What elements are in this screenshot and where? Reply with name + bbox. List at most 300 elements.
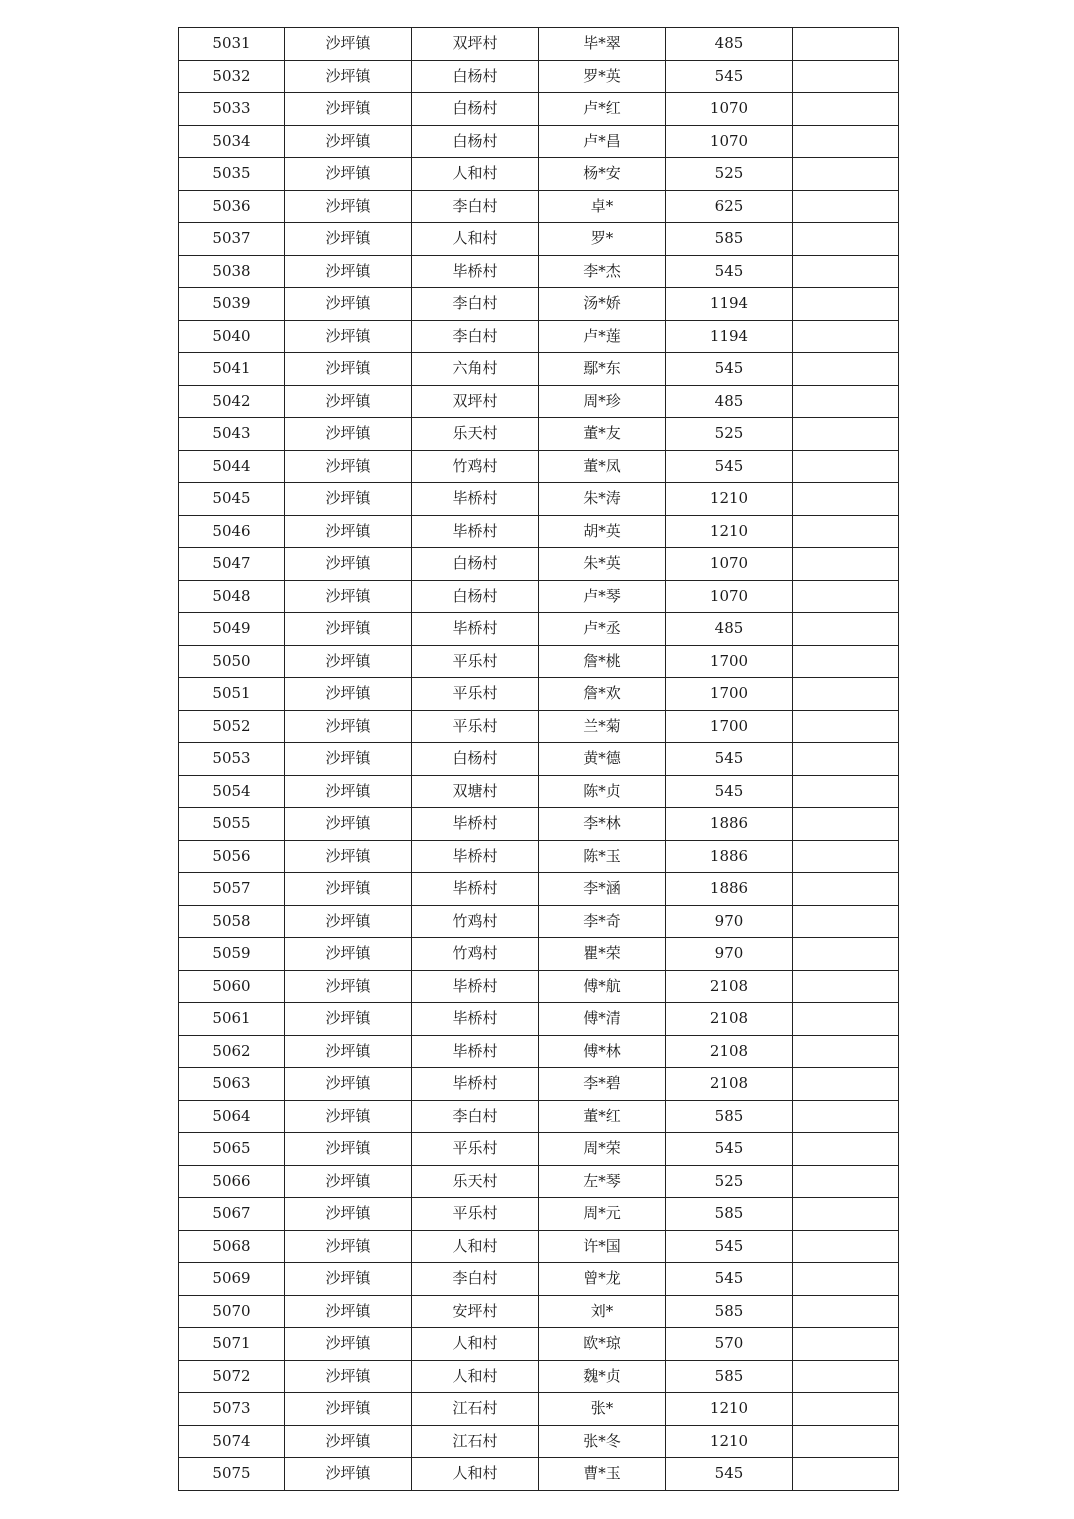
row-number-cell: 5033 [179, 93, 285, 126]
row-number-cell: 5041 [179, 353, 285, 386]
town-cell: 沙坪镇 [285, 808, 412, 841]
remark-cell [793, 1230, 899, 1263]
remark-cell [793, 873, 899, 906]
town-cell: 沙坪镇 [285, 613, 412, 646]
name-cell: 李*奇 [539, 905, 666, 938]
village-cell: 李白村 [412, 320, 539, 353]
row-number-cell: 5060 [179, 970, 285, 1003]
name-cell: 陈*玉 [539, 840, 666, 873]
name-cell: 周*荣 [539, 1133, 666, 1166]
village-cell: 乐天村 [412, 1165, 539, 1198]
village-cell: 安坪村 [412, 1295, 539, 1328]
row-number-cell: 5068 [179, 1230, 285, 1263]
name-cell: 魏*贞 [539, 1360, 666, 1393]
remark-cell [793, 1393, 899, 1426]
amount-cell: 1886 [666, 873, 793, 906]
town-cell: 沙坪镇 [285, 775, 412, 808]
amount-cell: 545 [666, 353, 793, 386]
amount-cell: 1700 [666, 678, 793, 711]
village-cell: 毕桥村 [412, 970, 539, 1003]
row-number-cell: 5039 [179, 288, 285, 321]
table-row [179, 873, 899, 906]
village-cell: 李白村 [412, 288, 539, 321]
town-cell: 沙坪镇 [285, 1328, 412, 1361]
row-number-cell: 5074 [179, 1425, 285, 1458]
name-cell: 董*友 [539, 418, 666, 451]
table-row [179, 353, 899, 386]
amount-cell: 525 [666, 158, 793, 191]
name-cell: 周*珍 [539, 385, 666, 418]
village-cell: 平乐村 [412, 1133, 539, 1166]
amount-cell: 1210 [666, 1393, 793, 1426]
remark-cell [793, 1003, 899, 1036]
amount-cell: 545 [666, 743, 793, 776]
amount-cell: 1210 [666, 1425, 793, 1458]
name-cell: 毕*翠 [539, 28, 666, 61]
village-cell: 平乐村 [412, 678, 539, 711]
town-cell: 沙坪镇 [285, 1165, 412, 1198]
amount-cell: 1210 [666, 483, 793, 516]
table-row [179, 1068, 899, 1101]
name-cell: 汤*娇 [539, 288, 666, 321]
remark-cell [793, 93, 899, 126]
town-cell: 沙坪镇 [285, 320, 412, 353]
amount-cell: 1210 [666, 515, 793, 548]
amount-cell: 485 [666, 28, 793, 61]
name-cell: 胡*英 [539, 515, 666, 548]
village-cell: 毕桥村 [412, 483, 539, 516]
town-cell: 沙坪镇 [285, 1003, 412, 1036]
amount-cell: 485 [666, 385, 793, 418]
remark-cell [793, 1263, 899, 1296]
name-cell: 李*碧 [539, 1068, 666, 1101]
village-cell: 人和村 [412, 1458, 539, 1491]
remark-cell [793, 1133, 899, 1166]
row-number-cell: 5034 [179, 125, 285, 158]
amount-cell: 545 [666, 775, 793, 808]
table-row [179, 1393, 899, 1426]
remark-cell [793, 1328, 899, 1361]
row-number-cell: 5049 [179, 613, 285, 646]
town-cell: 沙坪镇 [285, 840, 412, 873]
name-cell: 傅*林 [539, 1035, 666, 1068]
table-row [179, 1035, 899, 1068]
town-cell: 沙坪镇 [285, 1230, 412, 1263]
remark-cell [793, 1198, 899, 1231]
row-number-cell: 5058 [179, 905, 285, 938]
remark-cell [793, 548, 899, 581]
row-number-cell: 5043 [179, 418, 285, 451]
town-cell: 沙坪镇 [285, 353, 412, 386]
village-cell: 人和村 [412, 1328, 539, 1361]
name-cell: 许*国 [539, 1230, 666, 1263]
name-cell: 张*冬 [539, 1425, 666, 1458]
row-number-cell: 5032 [179, 60, 285, 93]
row-number-cell: 5056 [179, 840, 285, 873]
remark-cell [793, 710, 899, 743]
table-row [179, 1295, 899, 1328]
row-number-cell: 5048 [179, 580, 285, 613]
town-cell: 沙坪镇 [285, 515, 412, 548]
amount-cell: 1886 [666, 808, 793, 841]
town-cell: 沙坪镇 [285, 1425, 412, 1458]
village-cell: 白杨村 [412, 548, 539, 581]
table-row [179, 1328, 899, 1361]
village-cell: 毕桥村 [412, 613, 539, 646]
table-row [179, 938, 899, 971]
table-row [179, 158, 899, 191]
amount-cell: 585 [666, 1295, 793, 1328]
table-row [179, 1100, 899, 1133]
name-cell: 朱*英 [539, 548, 666, 581]
row-number-cell: 5072 [179, 1360, 285, 1393]
table-row [179, 678, 899, 711]
remark-cell [793, 1295, 899, 1328]
name-cell: 鄢*东 [539, 353, 666, 386]
village-cell: 平乐村 [412, 1198, 539, 1231]
name-cell: 张* [539, 1393, 666, 1426]
table-row [179, 60, 899, 93]
remark-cell [793, 125, 899, 158]
name-cell: 左*琴 [539, 1165, 666, 1198]
town-cell: 沙坪镇 [285, 1035, 412, 1068]
row-number-cell: 5044 [179, 450, 285, 483]
town-cell: 沙坪镇 [285, 483, 412, 516]
amount-cell: 1070 [666, 125, 793, 158]
name-cell: 罗* [539, 223, 666, 256]
data-table [178, 27, 899, 1491]
amount-cell: 545 [666, 60, 793, 93]
row-number-cell: 5067 [179, 1198, 285, 1231]
village-cell: 双塘村 [412, 775, 539, 808]
remark-cell [793, 970, 899, 1003]
name-cell: 罗*英 [539, 60, 666, 93]
remark-cell [793, 190, 899, 223]
row-number-cell: 5070 [179, 1295, 285, 1328]
table-row [179, 450, 899, 483]
village-cell: 毕桥村 [412, 808, 539, 841]
name-cell: 董*凤 [539, 450, 666, 483]
amount-cell: 1194 [666, 288, 793, 321]
row-number-cell: 5069 [179, 1263, 285, 1296]
remark-cell [793, 1360, 899, 1393]
village-cell: 乐天村 [412, 418, 539, 451]
name-cell: 卢*丞 [539, 613, 666, 646]
town-cell: 沙坪镇 [285, 1393, 412, 1426]
name-cell: 李*杰 [539, 255, 666, 288]
village-cell: 平乐村 [412, 710, 539, 743]
row-number-cell: 5052 [179, 710, 285, 743]
remark-cell [793, 450, 899, 483]
village-cell: 人和村 [412, 1360, 539, 1393]
town-cell: 沙坪镇 [285, 418, 412, 451]
village-cell: 竹鸡村 [412, 450, 539, 483]
remark-cell [793, 385, 899, 418]
name-cell: 兰*菊 [539, 710, 666, 743]
row-number-cell: 5075 [179, 1458, 285, 1491]
village-cell: 白杨村 [412, 580, 539, 613]
name-cell: 周*元 [539, 1198, 666, 1231]
amount-cell: 2108 [666, 970, 793, 1003]
name-cell: 卓* [539, 190, 666, 223]
remark-cell [793, 1068, 899, 1101]
amount-cell: 525 [666, 1165, 793, 1198]
town-cell: 沙坪镇 [285, 645, 412, 678]
row-number-cell: 5047 [179, 548, 285, 581]
town-cell: 沙坪镇 [285, 938, 412, 971]
village-cell: 双坪村 [412, 385, 539, 418]
row-number-cell: 5066 [179, 1165, 285, 1198]
town-cell: 沙坪镇 [285, 28, 412, 61]
amount-cell: 545 [666, 1263, 793, 1296]
table-row [179, 255, 899, 288]
amount-cell: 525 [666, 418, 793, 451]
town-cell: 沙坪镇 [285, 743, 412, 776]
row-number-cell: 5065 [179, 1133, 285, 1166]
town-cell: 沙坪镇 [285, 678, 412, 711]
name-cell: 詹*桃 [539, 645, 666, 678]
town-cell: 沙坪镇 [285, 1458, 412, 1491]
town-cell: 沙坪镇 [285, 93, 412, 126]
remark-cell [793, 938, 899, 971]
remark-cell [793, 808, 899, 841]
town-cell: 沙坪镇 [285, 1263, 412, 1296]
amount-cell: 585 [666, 1100, 793, 1133]
table-row [179, 808, 899, 841]
name-cell: 詹*欢 [539, 678, 666, 711]
row-number-cell: 5055 [179, 808, 285, 841]
table-row [179, 905, 899, 938]
amount-cell: 545 [666, 1230, 793, 1263]
remark-cell [793, 1100, 899, 1133]
remark-cell [793, 515, 899, 548]
table-row [179, 743, 899, 776]
table-row [179, 1198, 899, 1231]
town-cell: 沙坪镇 [285, 255, 412, 288]
name-cell: 卢*昌 [539, 125, 666, 158]
row-number-cell: 5040 [179, 320, 285, 353]
table-row [179, 190, 899, 223]
row-number-cell: 5045 [179, 483, 285, 516]
amount-cell: 1070 [666, 93, 793, 126]
town-cell: 沙坪镇 [285, 1360, 412, 1393]
name-cell: 李*涵 [539, 873, 666, 906]
amount-cell: 1070 [666, 548, 793, 581]
row-number-cell: 5062 [179, 1035, 285, 1068]
village-cell: 毕桥村 [412, 1035, 539, 1068]
row-number-cell: 5051 [179, 678, 285, 711]
remark-cell [793, 353, 899, 386]
name-cell: 刘* [539, 1295, 666, 1328]
table-row [179, 515, 899, 548]
row-number-cell: 5037 [179, 223, 285, 256]
table-row [179, 840, 899, 873]
table-row [179, 970, 899, 1003]
remark-cell [793, 255, 899, 288]
amount-cell: 1886 [666, 840, 793, 873]
amount-cell: 570 [666, 1328, 793, 1361]
amount-cell: 970 [666, 905, 793, 938]
name-cell: 曹*玉 [539, 1458, 666, 1491]
village-cell: 江石村 [412, 1425, 539, 1458]
amount-cell: 2108 [666, 1035, 793, 1068]
name-cell: 曾*龙 [539, 1263, 666, 1296]
table-row [179, 385, 899, 418]
name-cell: 卢*琴 [539, 580, 666, 613]
table-row [179, 580, 899, 613]
table-row [179, 1263, 899, 1296]
table-row [179, 1360, 899, 1393]
town-cell: 沙坪镇 [285, 158, 412, 191]
table-row [179, 1425, 899, 1458]
table-row [179, 1458, 899, 1491]
town-cell: 沙坪镇 [285, 223, 412, 256]
row-number-cell: 5036 [179, 190, 285, 223]
village-cell: 毕桥村 [412, 1003, 539, 1036]
name-cell: 傅*清 [539, 1003, 666, 1036]
table-row [179, 320, 899, 353]
row-number-cell: 5050 [179, 645, 285, 678]
remark-cell [793, 60, 899, 93]
row-number-cell: 5071 [179, 1328, 285, 1361]
town-cell: 沙坪镇 [285, 1198, 412, 1231]
town-cell: 沙坪镇 [285, 580, 412, 613]
village-cell: 竹鸡村 [412, 905, 539, 938]
row-number-cell: 5073 [179, 1393, 285, 1426]
village-cell: 白杨村 [412, 93, 539, 126]
remark-cell [793, 775, 899, 808]
town-cell: 沙坪镇 [285, 1133, 412, 1166]
remark-cell [793, 613, 899, 646]
village-cell: 毕桥村 [412, 840, 539, 873]
name-cell: 瞿*荣 [539, 938, 666, 971]
name-cell: 李*林 [539, 808, 666, 841]
village-cell: 六角村 [412, 353, 539, 386]
row-number-cell: 5035 [179, 158, 285, 191]
row-number-cell: 5057 [179, 873, 285, 906]
amount-cell: 545 [666, 450, 793, 483]
amount-cell: 485 [666, 613, 793, 646]
remark-cell [793, 1165, 899, 1198]
village-cell: 江石村 [412, 1393, 539, 1426]
town-cell: 沙坪镇 [285, 1100, 412, 1133]
village-cell: 李白村 [412, 1100, 539, 1133]
village-cell: 双坪村 [412, 28, 539, 61]
remark-cell [793, 1035, 899, 1068]
remark-cell [793, 320, 899, 353]
name-cell: 卢*红 [539, 93, 666, 126]
amount-cell: 585 [666, 1360, 793, 1393]
table-row [179, 223, 899, 256]
table-row [179, 1230, 899, 1263]
name-cell: 陈*贞 [539, 775, 666, 808]
amount-cell: 625 [666, 190, 793, 223]
row-number-cell: 5031 [179, 28, 285, 61]
row-number-cell: 5046 [179, 515, 285, 548]
town-cell: 沙坪镇 [285, 905, 412, 938]
remark-cell [793, 418, 899, 451]
town-cell: 沙坪镇 [285, 710, 412, 743]
table-row [179, 28, 899, 61]
town-cell: 沙坪镇 [285, 190, 412, 223]
table-body [179, 28, 899, 1491]
table-row [179, 288, 899, 321]
town-cell: 沙坪镇 [285, 450, 412, 483]
village-cell: 竹鸡村 [412, 938, 539, 971]
village-cell: 毕桥村 [412, 515, 539, 548]
name-cell: 卢*莲 [539, 320, 666, 353]
town-cell: 沙坪镇 [285, 1295, 412, 1328]
village-cell: 李白村 [412, 190, 539, 223]
remark-cell [793, 483, 899, 516]
table-row [179, 1165, 899, 1198]
remark-cell [793, 158, 899, 191]
remark-cell [793, 678, 899, 711]
amount-cell: 585 [666, 1198, 793, 1231]
table-row [179, 125, 899, 158]
village-cell: 李白村 [412, 1263, 539, 1296]
name-cell: 黄*德 [539, 743, 666, 776]
town-cell: 沙坪镇 [285, 970, 412, 1003]
amount-cell: 545 [666, 255, 793, 288]
village-cell: 人和村 [412, 223, 539, 256]
table-row [179, 710, 899, 743]
row-number-cell: 5038 [179, 255, 285, 288]
amount-cell: 2108 [666, 1003, 793, 1036]
row-number-cell: 5063 [179, 1068, 285, 1101]
remark-cell [793, 645, 899, 678]
town-cell: 沙坪镇 [285, 125, 412, 158]
amount-cell: 585 [666, 223, 793, 256]
town-cell: 沙坪镇 [285, 385, 412, 418]
village-cell: 白杨村 [412, 743, 539, 776]
village-cell: 毕桥村 [412, 1068, 539, 1101]
remark-cell [793, 743, 899, 776]
row-number-cell: 5064 [179, 1100, 285, 1133]
amount-cell: 1070 [666, 580, 793, 613]
amount-cell: 1700 [666, 710, 793, 743]
row-number-cell: 5061 [179, 1003, 285, 1036]
remark-cell [793, 905, 899, 938]
name-cell: 杨*安 [539, 158, 666, 191]
table-row [179, 548, 899, 581]
row-number-cell: 5054 [179, 775, 285, 808]
row-number-cell: 5059 [179, 938, 285, 971]
table-row [179, 93, 899, 126]
town-cell: 沙坪镇 [285, 873, 412, 906]
amount-cell: 970 [666, 938, 793, 971]
table-row [179, 483, 899, 516]
amount-cell: 545 [666, 1133, 793, 1166]
village-cell: 毕桥村 [412, 255, 539, 288]
amount-cell: 1194 [666, 320, 793, 353]
remark-cell [793, 580, 899, 613]
table-row [179, 418, 899, 451]
town-cell: 沙坪镇 [285, 1068, 412, 1101]
village-cell: 平乐村 [412, 645, 539, 678]
remark-cell [793, 223, 899, 256]
name-cell: 朱*涛 [539, 483, 666, 516]
town-cell: 沙坪镇 [285, 288, 412, 321]
amount-cell: 545 [666, 1458, 793, 1491]
table-row [179, 1133, 899, 1166]
village-cell: 毕桥村 [412, 873, 539, 906]
name-cell: 董*红 [539, 1100, 666, 1133]
remark-cell [793, 1458, 899, 1491]
amount-cell: 2108 [666, 1068, 793, 1101]
name-cell: 傅*航 [539, 970, 666, 1003]
table-row [179, 613, 899, 646]
